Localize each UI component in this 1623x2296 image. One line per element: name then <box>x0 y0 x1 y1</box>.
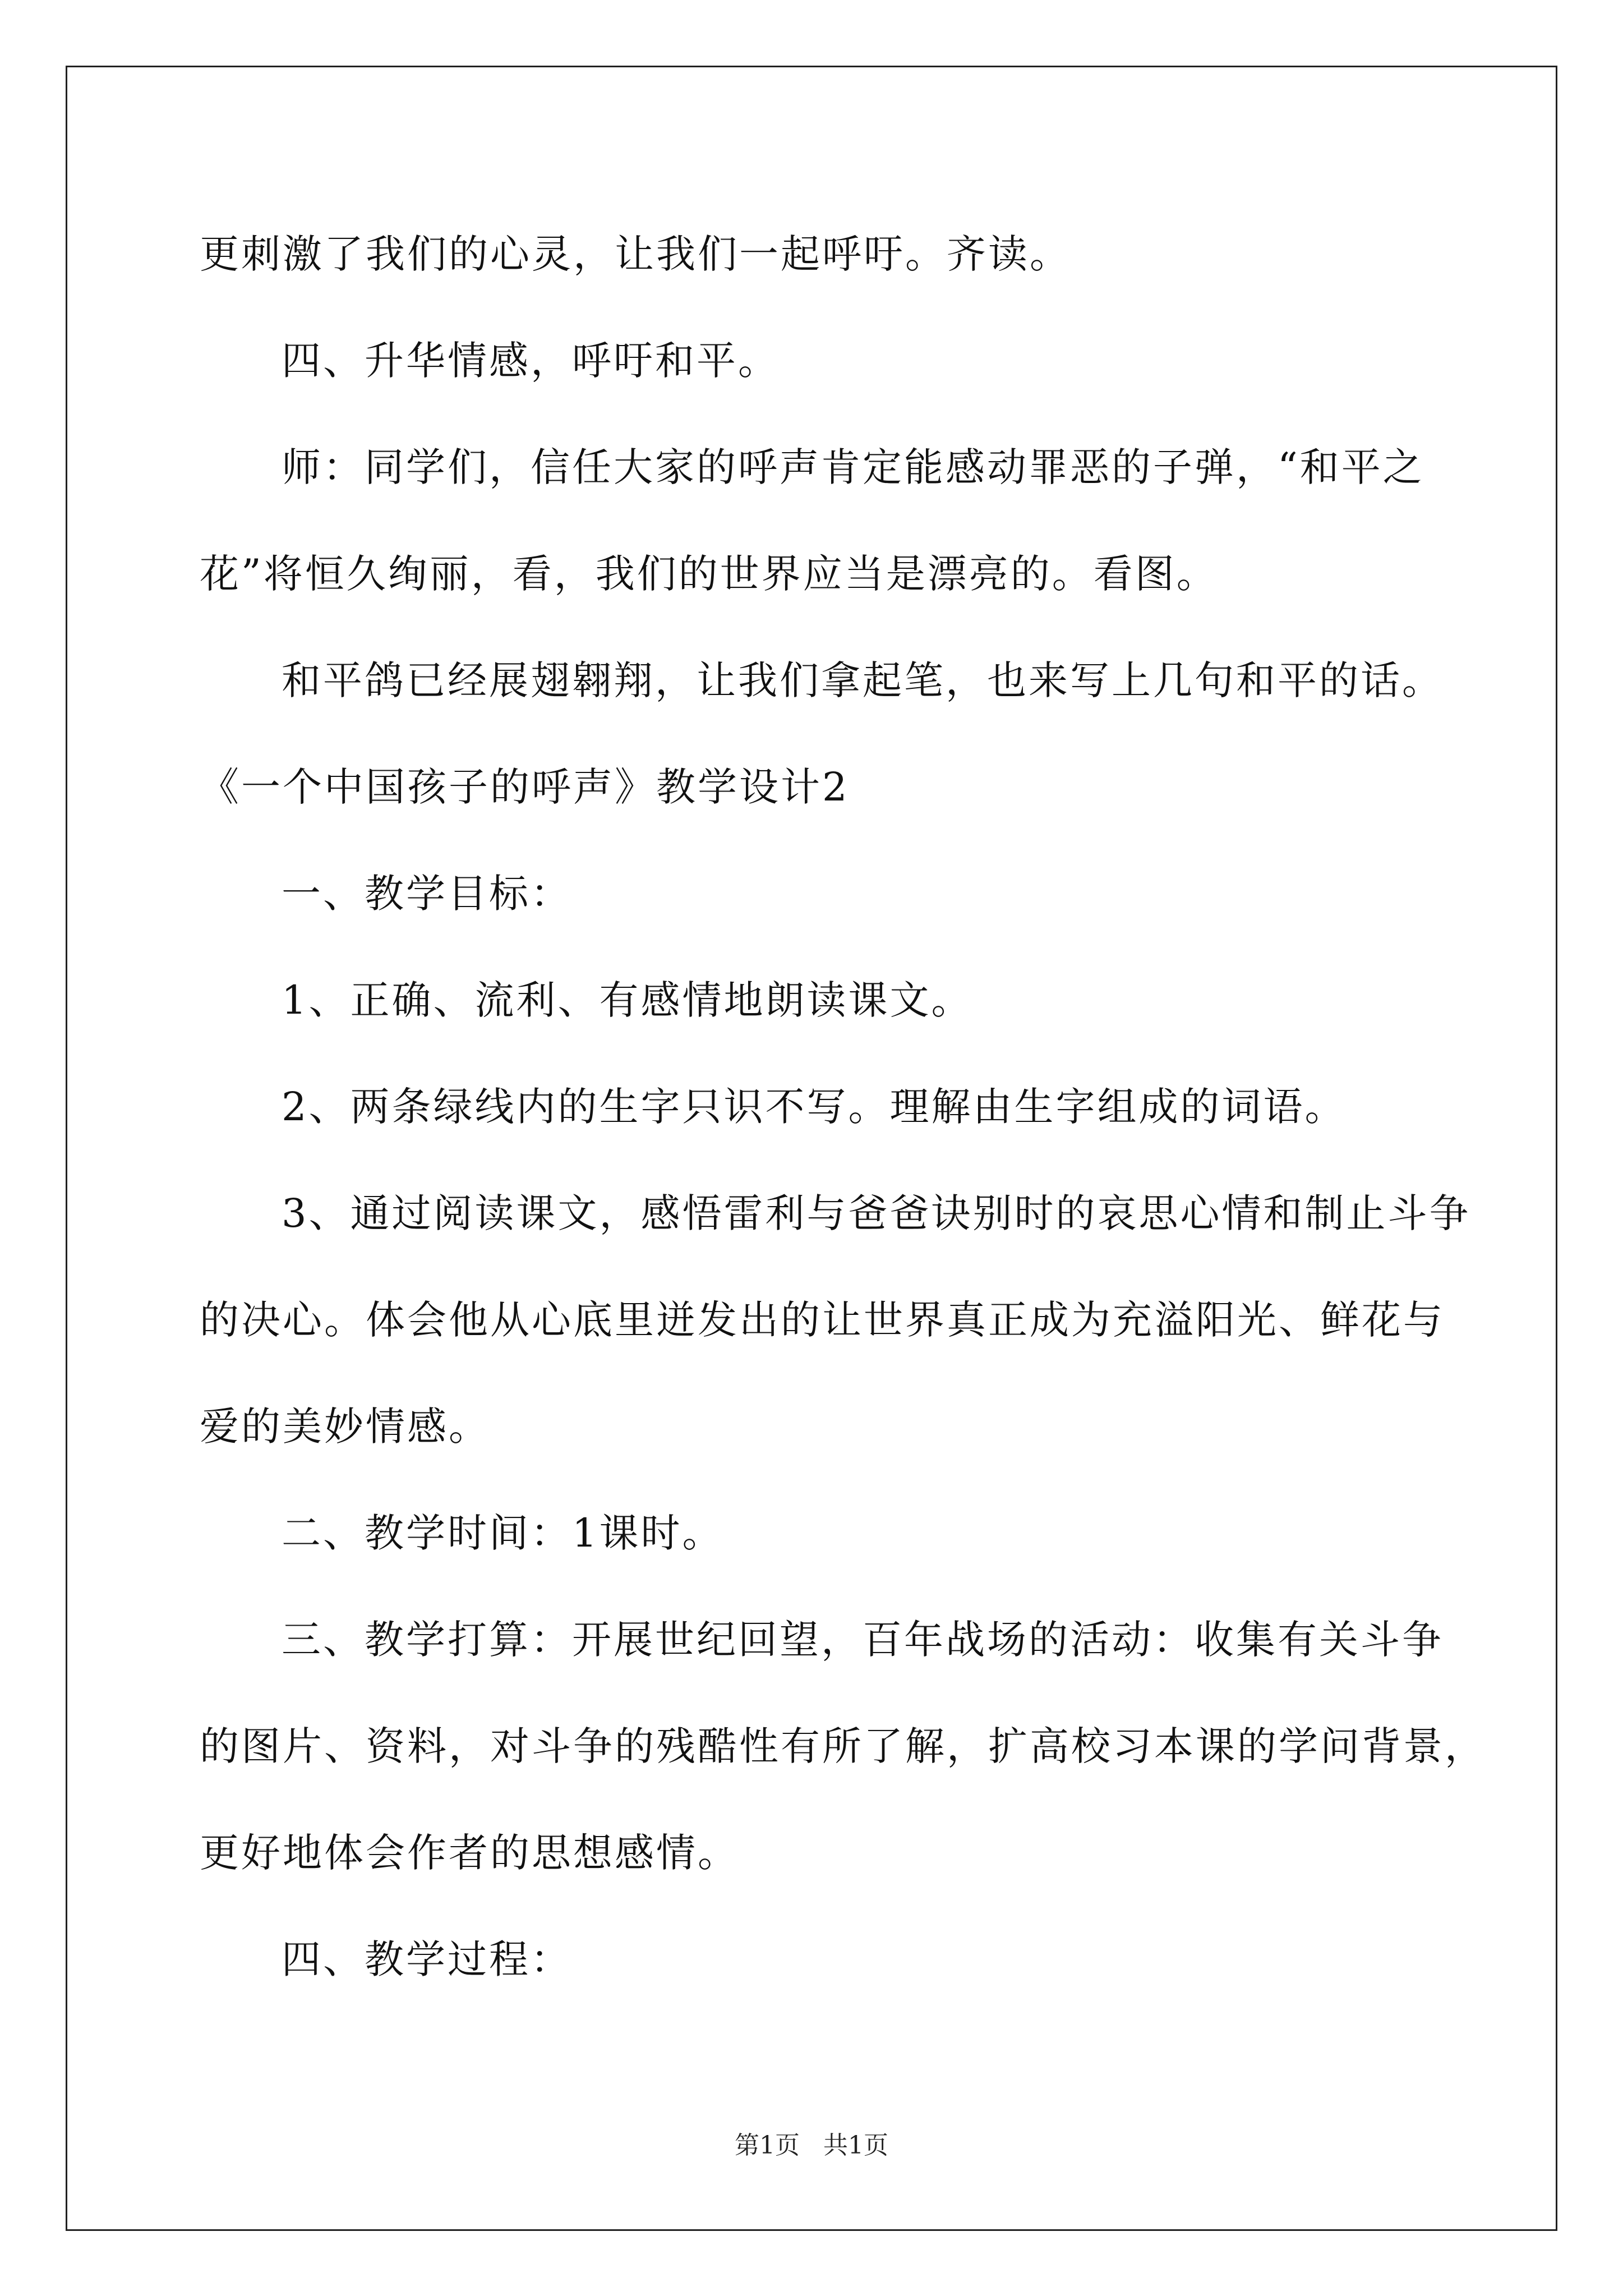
text-line: 花”将恒久绚丽，看，我们的世界应当是漂亮的。看图。 <box>200 551 1218 597</box>
list-item: 2、两条绿线内的生字只识不写。理解由生字组成的词语。 <box>282 1084 1347 1130</box>
document-title: 《一个中国孩子的呼声》教学设计2 <box>200 764 850 810</box>
text-line: 更好地体会作者的思想感情。 <box>200 1830 739 1876</box>
list-item: 1、正确、流利、有感情地朗读课文。 <box>282 977 973 1023</box>
page-footer: 第1页 共1页 <box>735 2131 888 2160</box>
text-line: 师：同学们，信任大家的呼声肯定能感动罪恶的子弹，“和平之 <box>282 444 1424 490</box>
list-item: 3、通过阅读课文，感悟雷利与爸爸诀别时的哀思心情和制止斗争 <box>282 1190 1471 1236</box>
text-line: 和平鸽已经展翅翱翔，让我们拿起笔，也来写上几句和平的话。 <box>282 657 1444 703</box>
page-border <box>66 66 1557 2231</box>
text-line: 爱的美妙情感。 <box>200 1404 490 1450</box>
text-line: 更刺激了我们的心灵，让我们一起呼吁。齐读。 <box>200 231 1071 277</box>
section-heading: 四、教学过程： <box>282 1936 572 1982</box>
section-heading: 三、教学打算：开展世纪回望，百年战场的活动：收集有关斗争 <box>282 1617 1444 1663</box>
text-line: 的决心。体会他从心底里迸发出的让世界真正成为充溢阳光、鲜花与 <box>200 1297 1445 1343</box>
section-heading: 四、升华情感，呼吁和平。 <box>282 338 780 384</box>
text-line: 的图片、资料，对斗争的残酷性有所了解，扩高校习本课的学问背景， <box>200 1723 1486 1769</box>
section-heading: 二、教学时间：1课时。 <box>282 1510 724 1556</box>
section-heading: 一、教学目标： <box>282 871 572 917</box>
